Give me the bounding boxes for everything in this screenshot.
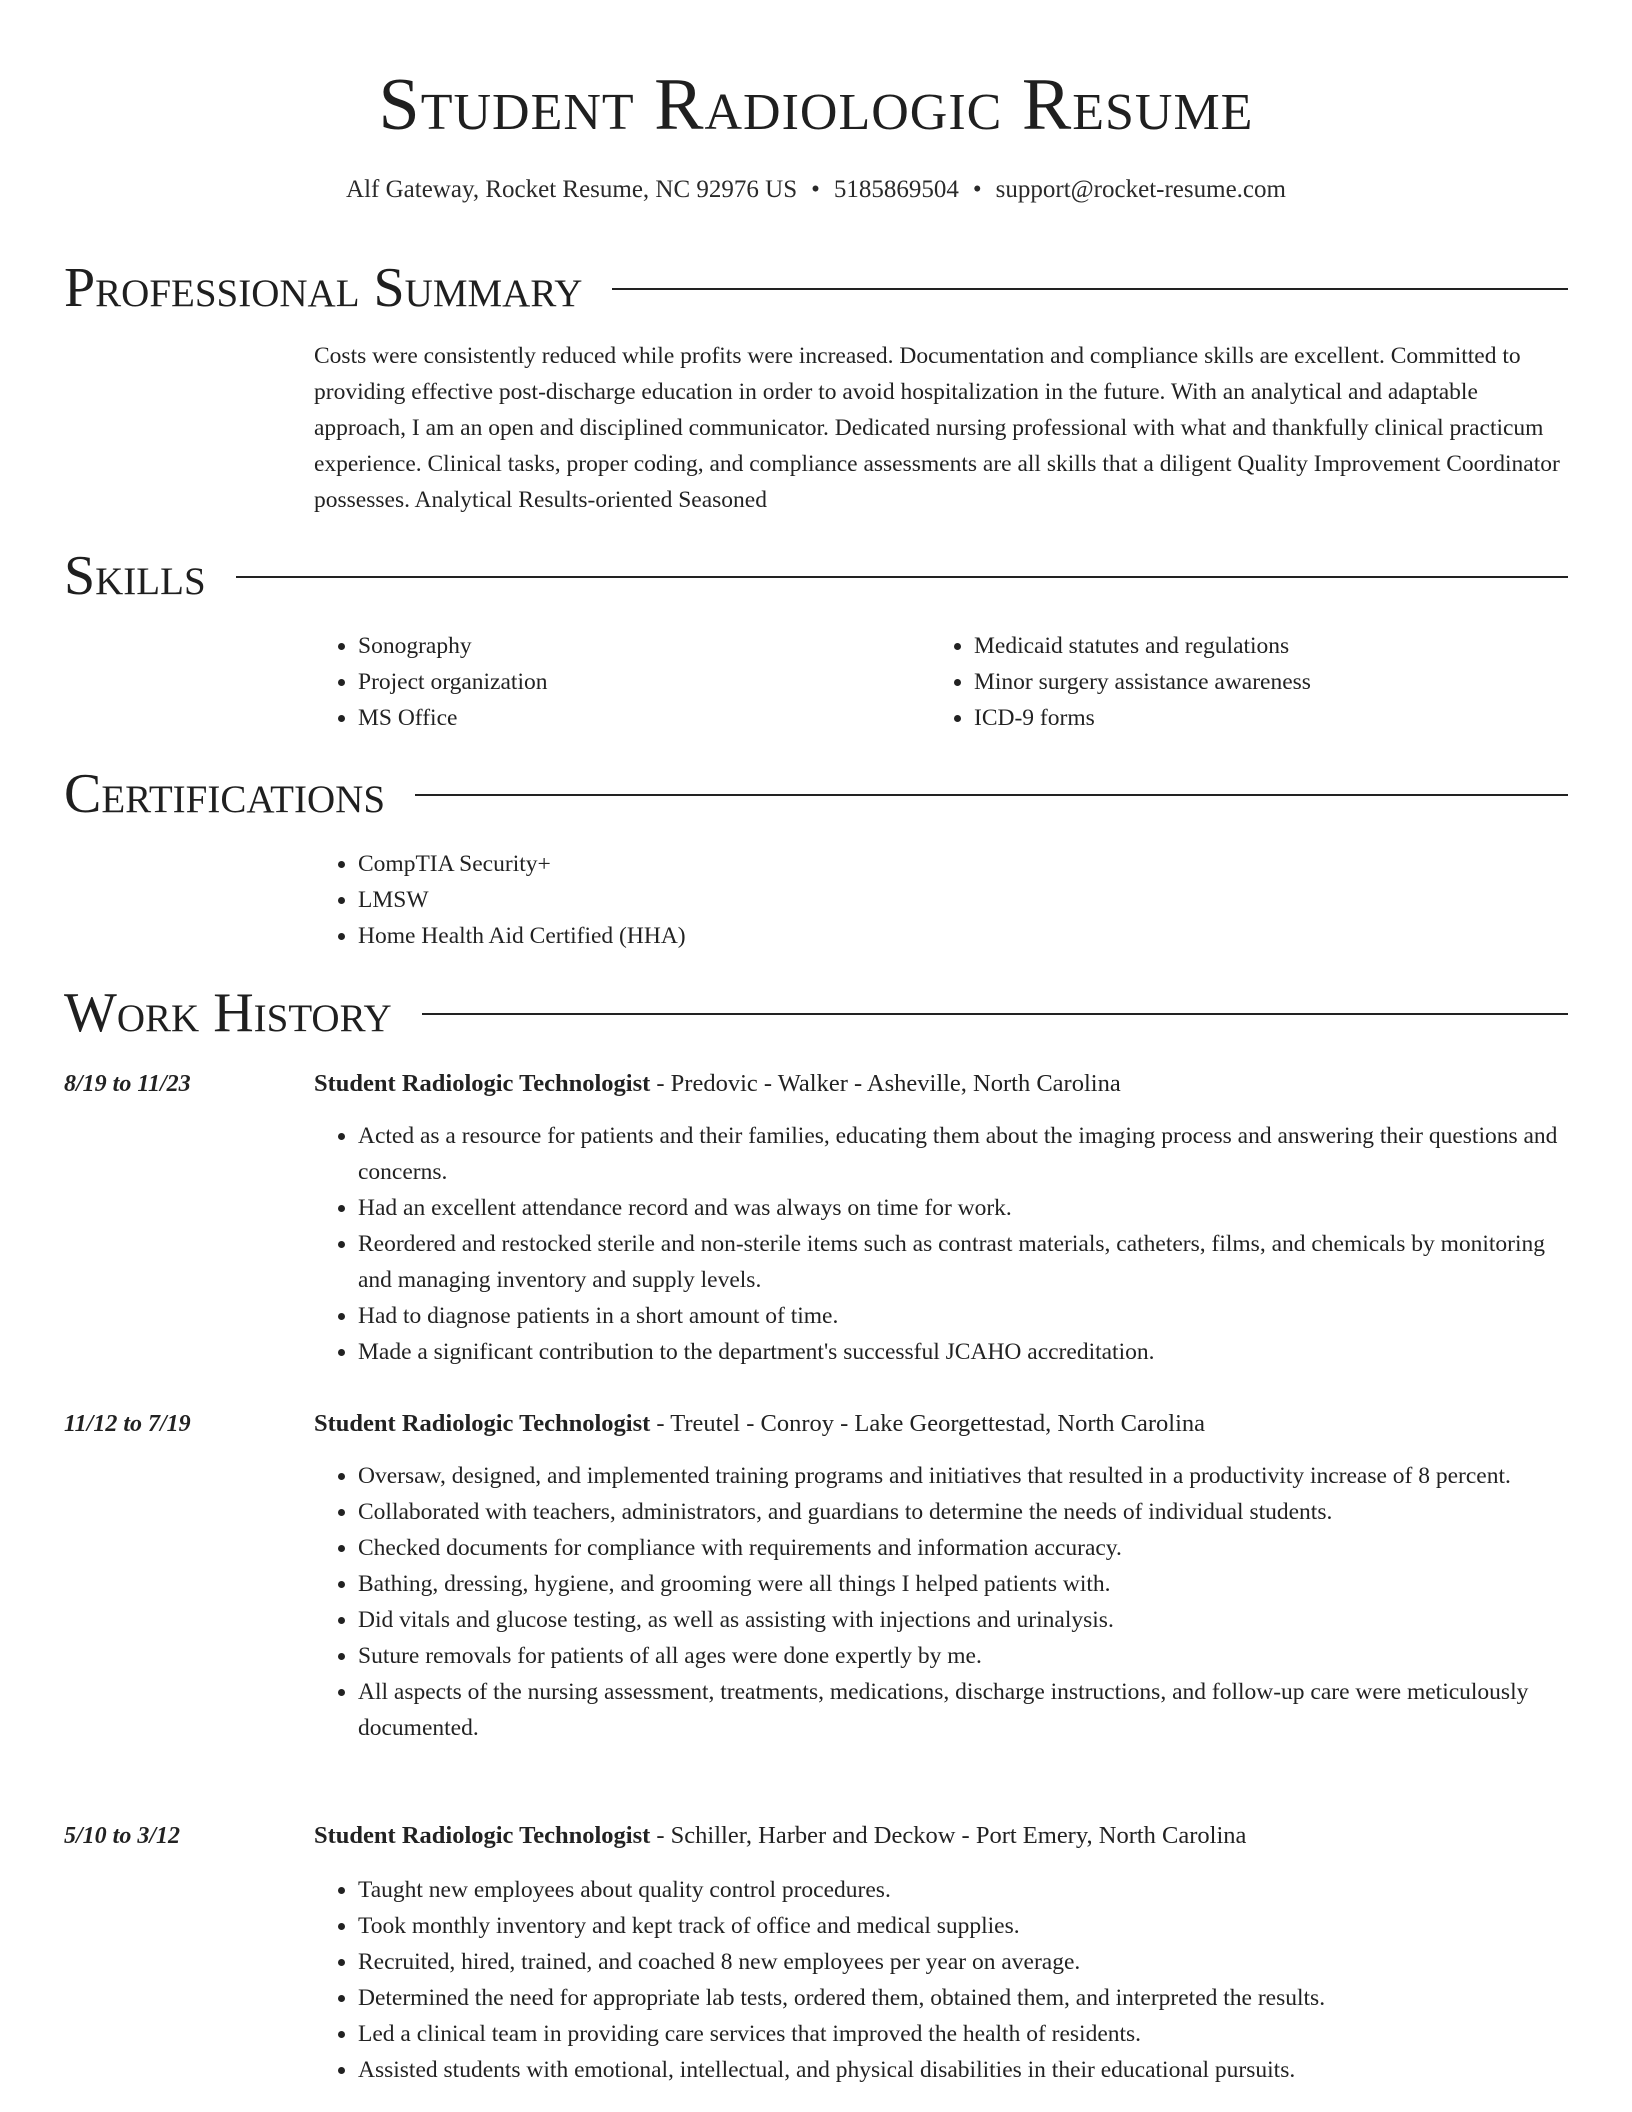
job-role: Student Radiologic Technologist	[314, 1822, 651, 1849]
section-divider	[422, 1013, 1568, 1015]
skill-item: • ICD-9 forms	[974, 700, 1530, 736]
section-divider	[236, 576, 1568, 578]
certification-item: • CompTIA Security+	[358, 846, 1570, 882]
job-header	[314, 1066, 1570, 1102]
skills-heading: Skills	[64, 545, 206, 607]
certification-item: • LMSW	[358, 882, 1570, 918]
resume-title: Student Radiologic Resume	[378, 64, 1254, 146]
job-duty-item: • Had to diagnose patients in a short amount of time.	[358, 1298, 1570, 1334]
job-duty-item: • Collaborated with teachers, administrators, and guardians to determine the needs of individual students.	[358, 1494, 1570, 1530]
job-role: Student Radiologic Technologist	[314, 1410, 651, 1437]
job-duty-item: • Assisted students with emotional, intellectual, and physical disabilities in their educational pursuits.	[358, 2052, 1570, 2088]
work-history-section-header	[64, 981, 1568, 1045]
skills-section-header	[64, 544, 1568, 608]
summary-section-header	[64, 256, 1568, 320]
contact-separator: •	[811, 176, 820, 203]
contact-email: support@rocket-resume.com	[995, 176, 1286, 203]
job-employer-location: - Schiller, Harber and Deckow - Port Emery, North Carolina	[650, 1822, 1247, 1849]
summary-heading: Professional Summary	[64, 257, 583, 319]
job-dates: 11/12 to 7/19	[64, 1411, 191, 1437]
job-duty-item: • All aspects of the nursing assessment, treatments, medications, discharge instructions, and follow-up care were meticulously documented.	[358, 1674, 1570, 1746]
job-duty-item: • Checked documents for compliance with requirements and information accuracy.	[358, 1530, 1570, 1566]
job-duties	[314, 1118, 1570, 1370]
skills-column-left	[314, 628, 914, 736]
job-dates: 8/19 to 11/23	[64, 1071, 191, 1097]
job-duty-item: • Did vitals and glucose testing, as well as assisting with injections and urinalysis.	[358, 1602, 1570, 1638]
section-divider	[612, 288, 1568, 290]
skill-item: • Sonography	[358, 628, 914, 664]
skill-item: • Project organization	[358, 664, 914, 700]
skills-column-right	[930, 628, 1530, 736]
certifications-heading: Certifications	[64, 763, 386, 825]
job-duty-item: • Bathing, dressing, hygiene, and grooming were all things I helped patients with.	[358, 1566, 1570, 1602]
job-duty-item: • Recruited, hired, trained, and coached 8 new employees per year on average.	[358, 1944, 1570, 1980]
job-header	[314, 1406, 1570, 1442]
skill-item: • Medicaid statutes and regulations	[974, 628, 1530, 664]
job-dates: 5/10 to 3/12	[64, 1823, 181, 1849]
certifications-section-header	[64, 762, 1568, 826]
job-duty-item: • Oversaw, designed, and implemented training programs and initiatives that resulted in a productivity increase of 8 percent.	[358, 1458, 1570, 1494]
job-header	[314, 1818, 1570, 1854]
contact-address: Alf Gateway, Rocket Resume, NC 92976 US	[346, 176, 798, 203]
job-duty-item: • Took monthly inventory and kept track of office and medical supplies.	[358, 1908, 1570, 1944]
job-duties	[314, 1458, 1570, 1746]
certification-item: • Home Health Aid Certified (HHA)	[358, 918, 1570, 954]
job-role: Student Radiologic Technologist	[314, 1070, 651, 1097]
contact-phone: 5185869504	[833, 176, 959, 203]
job-duty-item: • Acted as a resource for patients and their families, educating them about the imaging process and answering their questions and concerns.	[358, 1118, 1570, 1190]
job-duty-item: • Had an excellent attendance record and was always on time for work.	[358, 1190, 1570, 1226]
section-divider	[415, 794, 1568, 796]
summary-text: Costs were consistently reduced while profits were increased. Documentation and compliance skills are excellent. Committed to providing effective post-discharge education in order to avoid hospitalization in the future. With an analytical and adaptable approach, I am an open and disciplined communicator. Dedicated nursing professional with what and thankfully clinical practicum experience. Clinical tasks, proper coding, and compliance assessments are all skills that a diligent Quality Improvement Coordinator possesses. Analytical Results-oriented Seasoned	[314, 343, 1560, 513]
job-duty-item: • Taught new employees about quality control procedures.	[358, 1872, 1570, 1908]
job-duty-item: • Led a clinical team in providing care services that improved the health of residents.	[358, 2016, 1570, 2052]
contact-separator: •	[972, 176, 982, 203]
certifications-list	[314, 846, 1570, 954]
job-duty-item: • Determined the need for appropriate lab tests, ordered them, obtained them, and interpreted the results.	[358, 1980, 1570, 2016]
job-employer-location: - Predovic - Walker - Asheville, North Carolina	[650, 1070, 1121, 1097]
job-duties	[314, 1872, 1570, 2088]
skill-item: • MS Office	[358, 700, 914, 736]
job-employer-location: - Treutel - Conroy - Lake Georgettestad, North Carolina	[650, 1410, 1206, 1437]
job-duty-item: • Suture removals for patients of all ages were done expertly by me.	[358, 1638, 1570, 1674]
skill-item: • Minor surgery assistance awareness	[974, 664, 1530, 700]
job-duty-item: • Made a significant contribution to the department's successful JCAHO accreditation.	[358, 1334, 1570, 1370]
contact-line	[0, 172, 1632, 208]
job-duty-item: • Reordered and restocked sterile and non-sterile items such as contrast materials, catheters, films, and chemicals by monitoring and managing inventory and supply levels.	[358, 1226, 1570, 1298]
work-history-heading: Work History	[64, 982, 392, 1044]
